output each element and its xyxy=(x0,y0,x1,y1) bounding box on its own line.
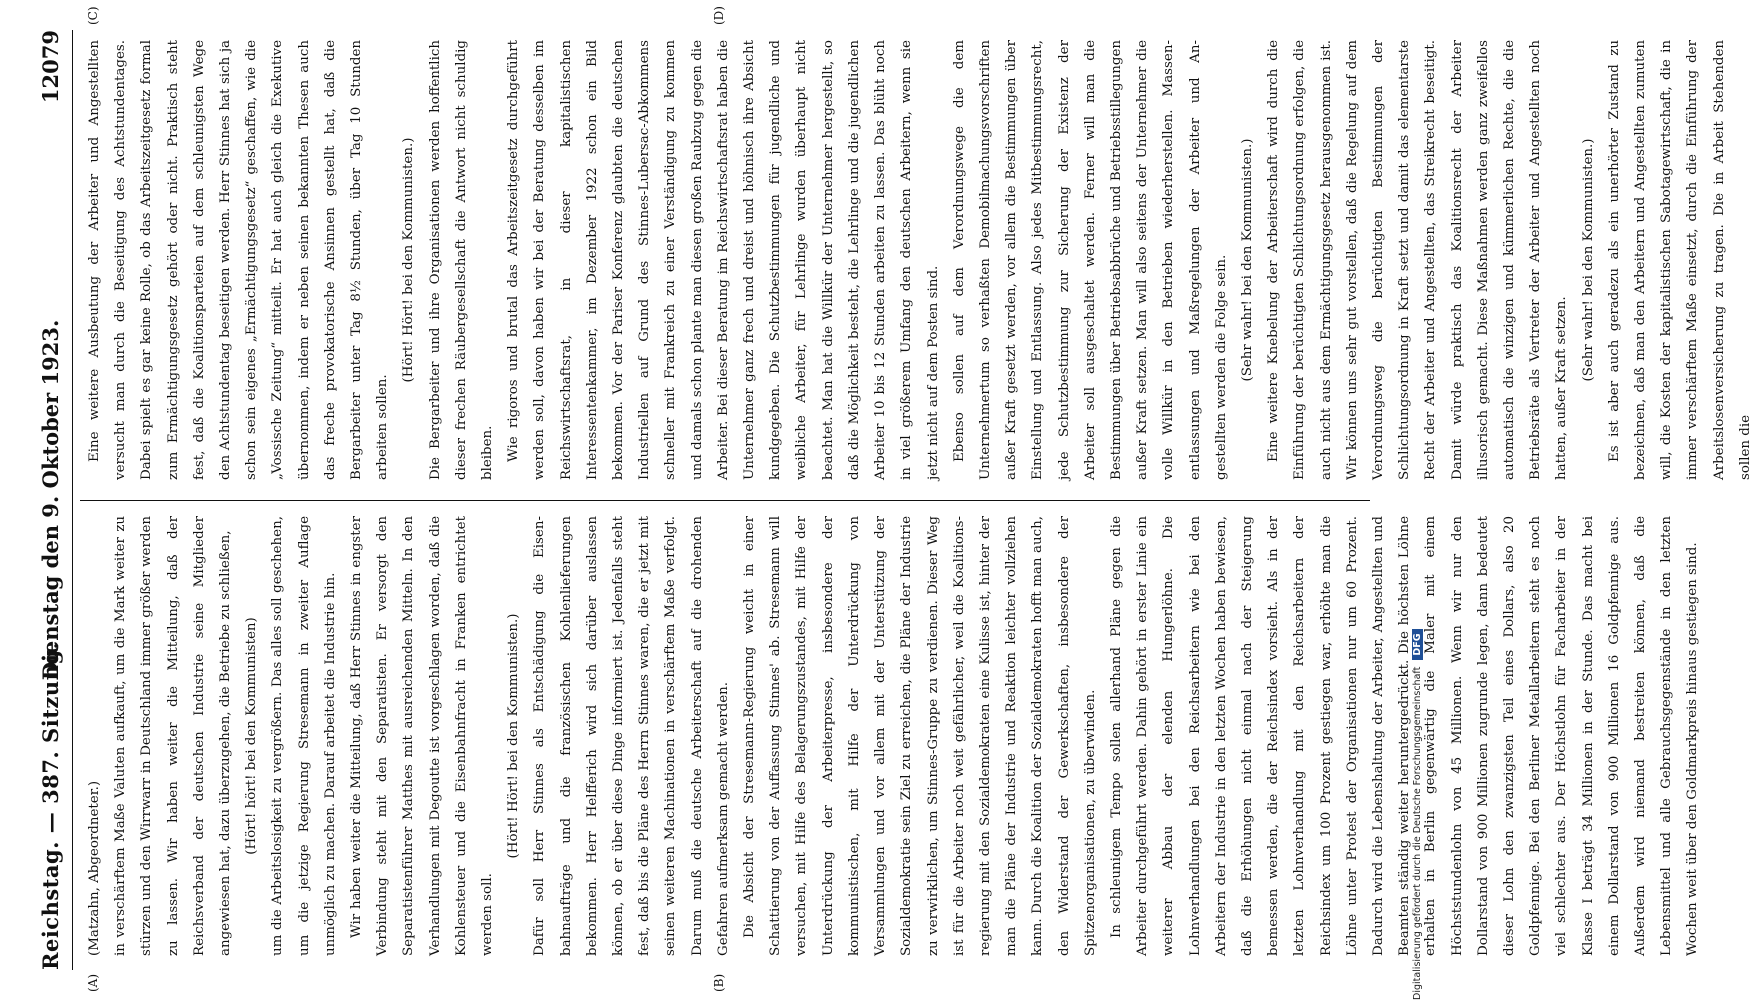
margin-marker-c: (C) xyxy=(86,6,100,25)
interjection: (Hört! Hört! bei den Kommunisten.) xyxy=(401,137,417,383)
page-number: 12079 xyxy=(38,30,63,104)
paragraph: Wir haben weiter die Mitteilung, daß Herr Stinnes in engster Verbindung steht mit den Separatisten. Er versorgt den Separatistenführer Matthes mit ausreichenden Mitteln. In den Verhandlungen mit Degoutte ist vorgeschlagen worden, daß die Kohlensteuer und die Eisenbahnfracht in Franken entrichtet werden soll. xyxy=(349,516,496,956)
paragraph: Ebenso sollen auf dem Verordnungswege die dem Unternehmertum so verhaßten Demobilmachungsvorschriften außer Kraft gesetzt werden, vor allem die Bestimmungen über Einstellung und Entlassung. Also jedes Mitbestimmungsrecht, jede Schutzbestimmung zur Sicherung der Existenz der Arbeiter soll ausgeschaltet werden. Ferner will man die Bestimmungen über Betriebsabbrüche und Betriebsstillegungen außer Kraft setzen. Man will also seitens der Unternehmer die volle Willkür in den Betrieben wiederherstellen. Massenentlassungen und Maßregelungen der Arbeiter und Angestellten werden die Folge sein. xyxy=(951,40,1229,480)
interjection: (Hört! Hört! bei den Kommunisten.) xyxy=(506,613,522,859)
paragraph: (Matzahn, Abgeordneter.) xyxy=(87,780,102,956)
right-column xyxy=(82,40,1753,480)
margin-marker-d: (D) xyxy=(712,6,726,25)
paragraph: Eine weitere Ausbeutung der Arbeiter und Angestellten versucht man durch die Beseitigung des Achtstundentages. Dabei spielt es gar keine Rolle, ob das Arbeitszeitgesetz formal zum Ermächtigungsgesetz gehört oder nicht. Praktisch steht fest, daß die Koalitionsparteien auf dem schleunigsten Wege den Achtstundentag beseitigen werden. Herr Stinnes hat sich ja schon sein eigenes „Ermächtigungsgesetz“ geschaffen, wie die „Vossische Zeitung“ mitteilt. Er hat auch gleich die Exekutive übernommen, indem er neben seinen bekannten Thesen auch das freche provokatorische Ansinnen gestellt hat, daß die Bergarbeiter unter Tag 8½ Stunden, über Tag 10 Stunden arbeiten sollen. xyxy=(87,40,391,480)
column-divider xyxy=(80,500,1370,501)
header-date: Dienstag den 9. Oktober 1923. xyxy=(38,319,63,681)
credit-text: Digitalisierung gefördert durch die Deutsche Forschungsgemeinschaft xyxy=(1412,666,1423,1000)
paragraph: um die Arbeitslosigkeit zu vergrößern. Das alles soll geschehen, um die jetzige Regierung Stresemann in zweiter Auflage unmöglich zu machen. Darauf arbeitet die Industrie hin. xyxy=(270,516,338,956)
paragraph: Die Absicht der Stresemann-Regierung weicht in einer Schattierung von der Auffassung Stinnes' ab. Stresemann will versuchen, mit Hilfe des Belagerungszustandes, mit Hilfe der Unterdrückung der Arbeiterpresse, insbesondere der kommunistischen, mit Hilfe der Unterdrückung von Versammlungen und vor allem mit der Unterstützung der Sozialdemokratie sein Ziel zu erreichen, die Pläne der Industrie zu verwirklichen, um Stinnes-Gruppe zu verdienen. Dieser Weg ist für die Arbeiter noch weit gefährlicher, weil die Koalitionsregierung mit den Sozialdemokraten eine Kulisse ist, hinter der man die Pläne der Industrie und Reaktion leichter vollziehen kann. Durch die Koalition der Sozialdemokraten hofft man auch, den Widerstand der Gewerkschaften, insbesondere der Spitzenorganisationen, zu überwinden. xyxy=(742,516,1098,956)
header-session: Reichstag. — 387. Sitzung. xyxy=(38,641,63,970)
page-header xyxy=(28,30,73,970)
dfg-logo: DFG xyxy=(1412,629,1423,659)
paragraph: Dafür soll Herr Stinnes als Entschädigung die Eisenbahnaufträge und die französischen Kohlenlieferungen bekommen. Herr Helfferich wird sich darüber auslassen können, ob er über diese Dinge informiert ist. Jedenfalls steht fest, daß bis die Pläne des Herrn Stinnes waren, die er jetzt mit seinen weiteren Machinationen in verschärftem Maße verfolgt. Darum muß die deutsche Arbeiterschaft auf die drohenden Gefahren aufmerksam gemacht werden. xyxy=(532,516,731,956)
margin-marker-b: (B) xyxy=(712,973,726,992)
paragraph: In schleunigem Tempo sollen allerhand Pläne gegen die Arbeiter durchgeführt werden. Dahin gehört in erster Linie ein weiterer Abbau der elenden Hungerlöhne. Die Lohnverhandlungen bei den Reichsarbeitern wie bei den Arbeitern der Industrie in den letzten Wochen haben bewiesen, daß die Erhöhungen nicht einmal nach der Steigerung bemessen werden, die der Reichsindex vorsieht. Als in der letzten Lohnverhandlung mit den Reichsarbeitern der Reichsindex um 100 Prozent gestiegen war, erhöhte man die Löhne unter Protest der Organisationen nur um 60 Prozent. Dadurch wird die Lebenshaltung der Arbeiter, Angestellten und Beamten ständig weiter heruntergedrückt. Die höchsten Löhne erhalten in Berlin gegenwärtig die Maler mit einem Höchststundenlohn von 45 Millionen. Wenn wir nur den Dollarstand von 900 Millionen zugrunde legen, dann bedeutet dieser Lohn den zwanzigsten Teil eines Dollars, also 20 Goldpfennige. Bei den Berliner Metallarbeitern steht es noch viel schlechter aus. Der Höchstlohn für Facharbeiter in der Klasse I beträgt 34 Millionen in der Stunde. Das macht bei einem Dollarstand von 900 Millionen 16 Goldpfennige aus. Außerdem wird niemand bestreiten können, daß die Lebensmittel und alle Gebrauchsgegenstände in den letzten Wochen weit über den Goldmarkpreis hinaus gestiegen sind. xyxy=(1108,516,1701,956)
interjection: (Sehr wahr! bei den Kommunisten.) xyxy=(1580,138,1596,382)
digitization-sidebar xyxy=(1404,0,1434,1000)
paragraph: Wie rigoros und brutal das Arbeitszeitgesetz durchgeführt werden soll, davon haben wir bei der Beratung desselben im Reichswirtschaftsrat, in dieser kapitalistischen Interessentenkammer, im Dezember 1922 schon ein Bild bekommen. Vor der Pariser Konferenz glaubten die deutschen Industriellen auf Grund des Stinnes-Lubersac-Abkommens schneller mit Frankreich zu einer Verständigung zu kommen und damals schon plante man diesen großen Raubzug gegen die Arbeiter. Bei dieser Beratung im Reichswirtschaftsrat haben die Unternehmer ganz frech und dreist und höhnisch ihre Absicht kundgegeben. Die Schutzbestimmungen für jugendliche und weibliche Arbeiter, für Lehrlinge wurden überhaupt nicht beachtet. Man hat die Willkür der Unternehmer hergestellt, so daß die Möglichkeit besteht, die Lehrlinge und die jugendlichen Arbeiter 10 bis 12 Stunden arbeiten zu lassen. Das blüht noch in viel größerem Umfang den deutschen Arbeitern, wenn sie jetzt nicht auf dem Posten sind. xyxy=(506,40,941,480)
margin-marker-a: (A) xyxy=(86,973,100,992)
paragraph: Es ist aber auch geradezu als ein unerhörter Zustand zu bezeichnen, daß man den Arbeitern und Angestellten zumuten will, die Kosten der kapitalistischen Sabotagewirtschaft, die in immer verschärftem Maße einsetzt, durch die Einführung der Arbeitslosenversicherung zu tragen. Die in Arbeit Stehenden sollen die xyxy=(1606,40,1753,480)
paragraph: Die Bergarbeiter und ihre Organisationen werden hoffentlich dieser frechen Räubergesellschaft die Antwort nicht schuldig bleiben. xyxy=(427,40,496,480)
interjection: (Hört! hört! bei den Kommunisten) xyxy=(244,617,260,855)
digitization-credit xyxy=(1412,0,1423,1000)
interjection: (Sehr wahr! bei den Kommunisten.) xyxy=(1239,138,1255,382)
paragraph: Eine weitere Knebelung der Arbeiterschaft wird durch die Einführung der berüchtigten Schlichtungsordnung erfolgen, die auch nicht aus dem Ermächtigungsgesetz herausgenommen ist. Wir können uns sehr gut vorstellen, daß die Regelung auf dem Verordnungsweg die berüchtigten Bestimmungen der Schlichtungsordnung in Kraft setzt und damit das elementarste Recht der Arbeiter und Angestellten, das Streikrecht beseitigt. Damit würde praktisch das Koalitionsrecht der Arbeiter illusorisch gemacht. Diese Maßnahmen werden ganz zweifellos automatisch die winzigen und kümmerlichen Rechte, die die Betriebsräte als Vertreter der Arbeiter und Angestellten noch hatten, außer Kraft setzen. xyxy=(1266,40,1570,480)
paragraph: in verschärftem Maße Valuten aufkauft, um die Mark weiter zu stürzen und den Wirrwarr in Deutschland immer größer werden zu lassen. Wir haben weiter die Mitteilung, daß der Reichsverband der deutschen Industrie seine Mitglieder angewiesen hat, dazu überzugehen, die Betriebe zu schließen, xyxy=(113,516,234,956)
